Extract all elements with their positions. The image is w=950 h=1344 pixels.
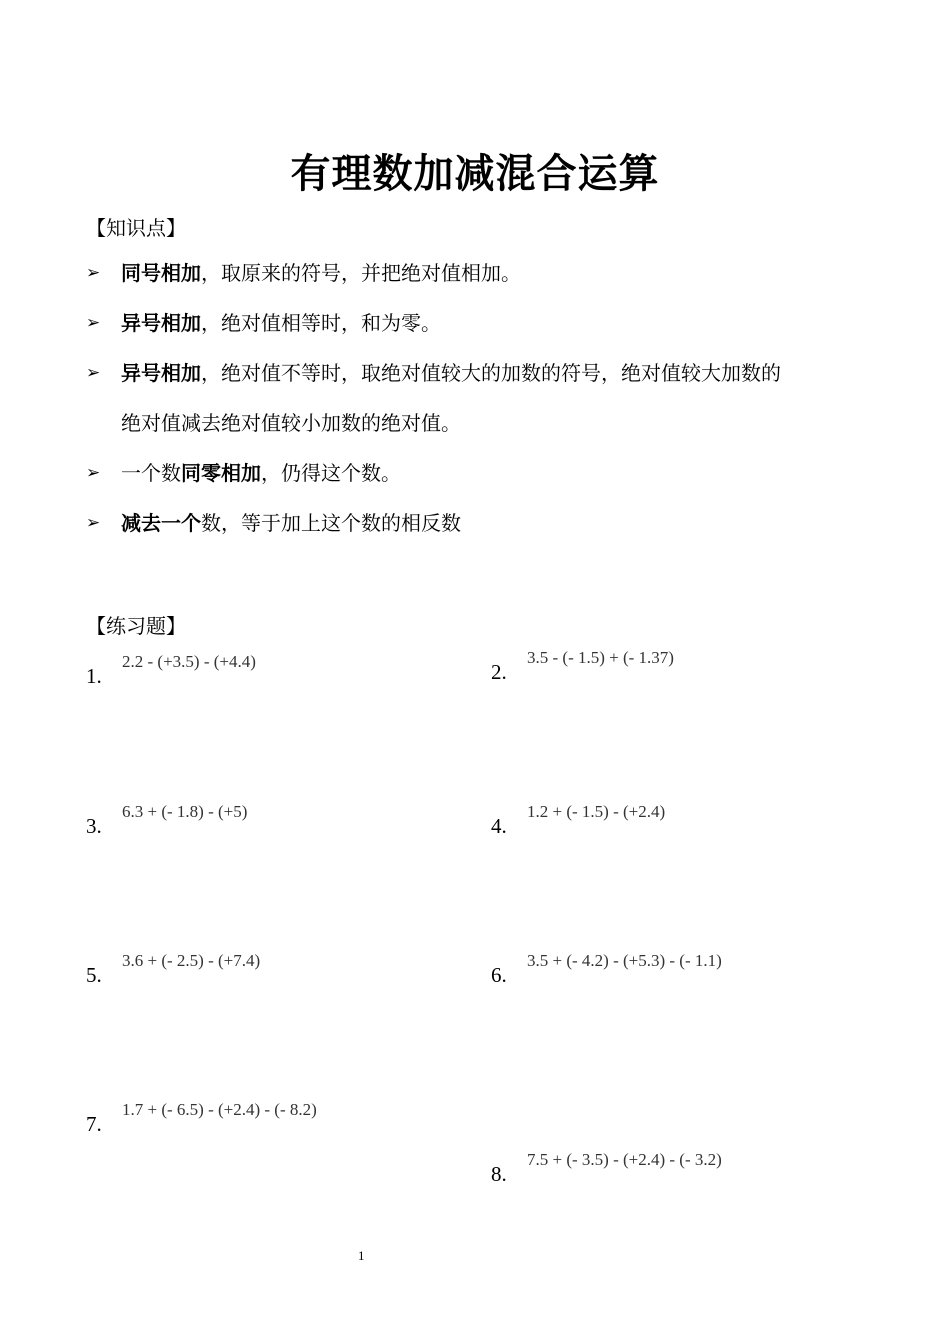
exercise-number: 7. [86, 1112, 102, 1136]
knowledge-point-5: ➢ 减去一个数，等于加上这个数的相反数 [86, 498, 886, 548]
exercise-expression: 3.5 - (- 1.5) + (- 1.37) [527, 648, 674, 667]
page-title: 有理数加减混合运算 [290, 151, 660, 197]
point-keyword: 同号相加 [121, 261, 201, 285]
point-keyword: 减去一个 [121, 511, 201, 535]
arrow-bullet-icon: ➢ [86, 463, 101, 483]
exercise-expression: 6.3 + (- 1.8) - (+5) [122, 802, 248, 821]
exercise-number: 3. [86, 814, 102, 838]
knowledge-heading: 【知识点】 [86, 216, 186, 240]
arrow-bullet-icon: ➢ [86, 363, 101, 383]
knowledge-point-1: ➢ 同号相加，取原来的符号，并把绝对值相加。 [86, 248, 886, 298]
exercise-expression: 3.6 + (- 2.5) - (+7.4) [122, 951, 261, 970]
page-number: 1 [358, 1248, 365, 1263]
exercise-expression: 3.5 + (- 4.2) - (+5.3) - (- 1.1) [527, 951, 722, 970]
arrow-bullet-icon: ➢ [86, 313, 101, 333]
exercise-expression: 1.7 + (- 6.5) - (+2.4) - (- 8.2) [122, 1100, 317, 1119]
knowledge-points-list [86, 248, 886, 548]
arrow-bullet-icon: ➢ [86, 513, 101, 533]
exercise-number: 2. [491, 660, 507, 684]
arrow-bullet-icon: ➢ [86, 263, 101, 283]
exercise-expression: 2.2 - (+3.5) - (+4.4) [122, 652, 256, 671]
knowledge-point-3-continuation: 绝对值减去绝对值较小加数的绝对值。 [121, 411, 461, 435]
exercise-number: 4. [491, 814, 507, 838]
exercise-expression: 7.5 + (- 3.5) - (+2.4) - (- 3.2) [527, 1150, 722, 1169]
exercise-expression: 1.2 + (- 1.5) - (+2.4) [527, 802, 666, 821]
knowledge-point-3: ➢ 异号相加，绝对值不等时，取绝对值较大的加数的符号，绝对值较大加数的 [86, 348, 886, 398]
exercise-heading: 【练习题】 [86, 614, 186, 638]
exercise-number: 5. [86, 963, 102, 987]
point-keyword: 异号相加 [121, 311, 201, 335]
exercise-number: 8. [491, 1162, 507, 1186]
point-keyword: 同零相加 [181, 461, 261, 485]
exercise-number: 1. [86, 664, 102, 688]
knowledge-point-4: ➢ 一个数同零相加，仍得这个数。 [86, 448, 886, 498]
knowledge-point-2: ➢ 异号相加，绝对值相等时，和为零。 [86, 298, 886, 348]
exercise-number: 6. [491, 963, 507, 987]
point-keyword: 异号相加 [121, 361, 201, 385]
